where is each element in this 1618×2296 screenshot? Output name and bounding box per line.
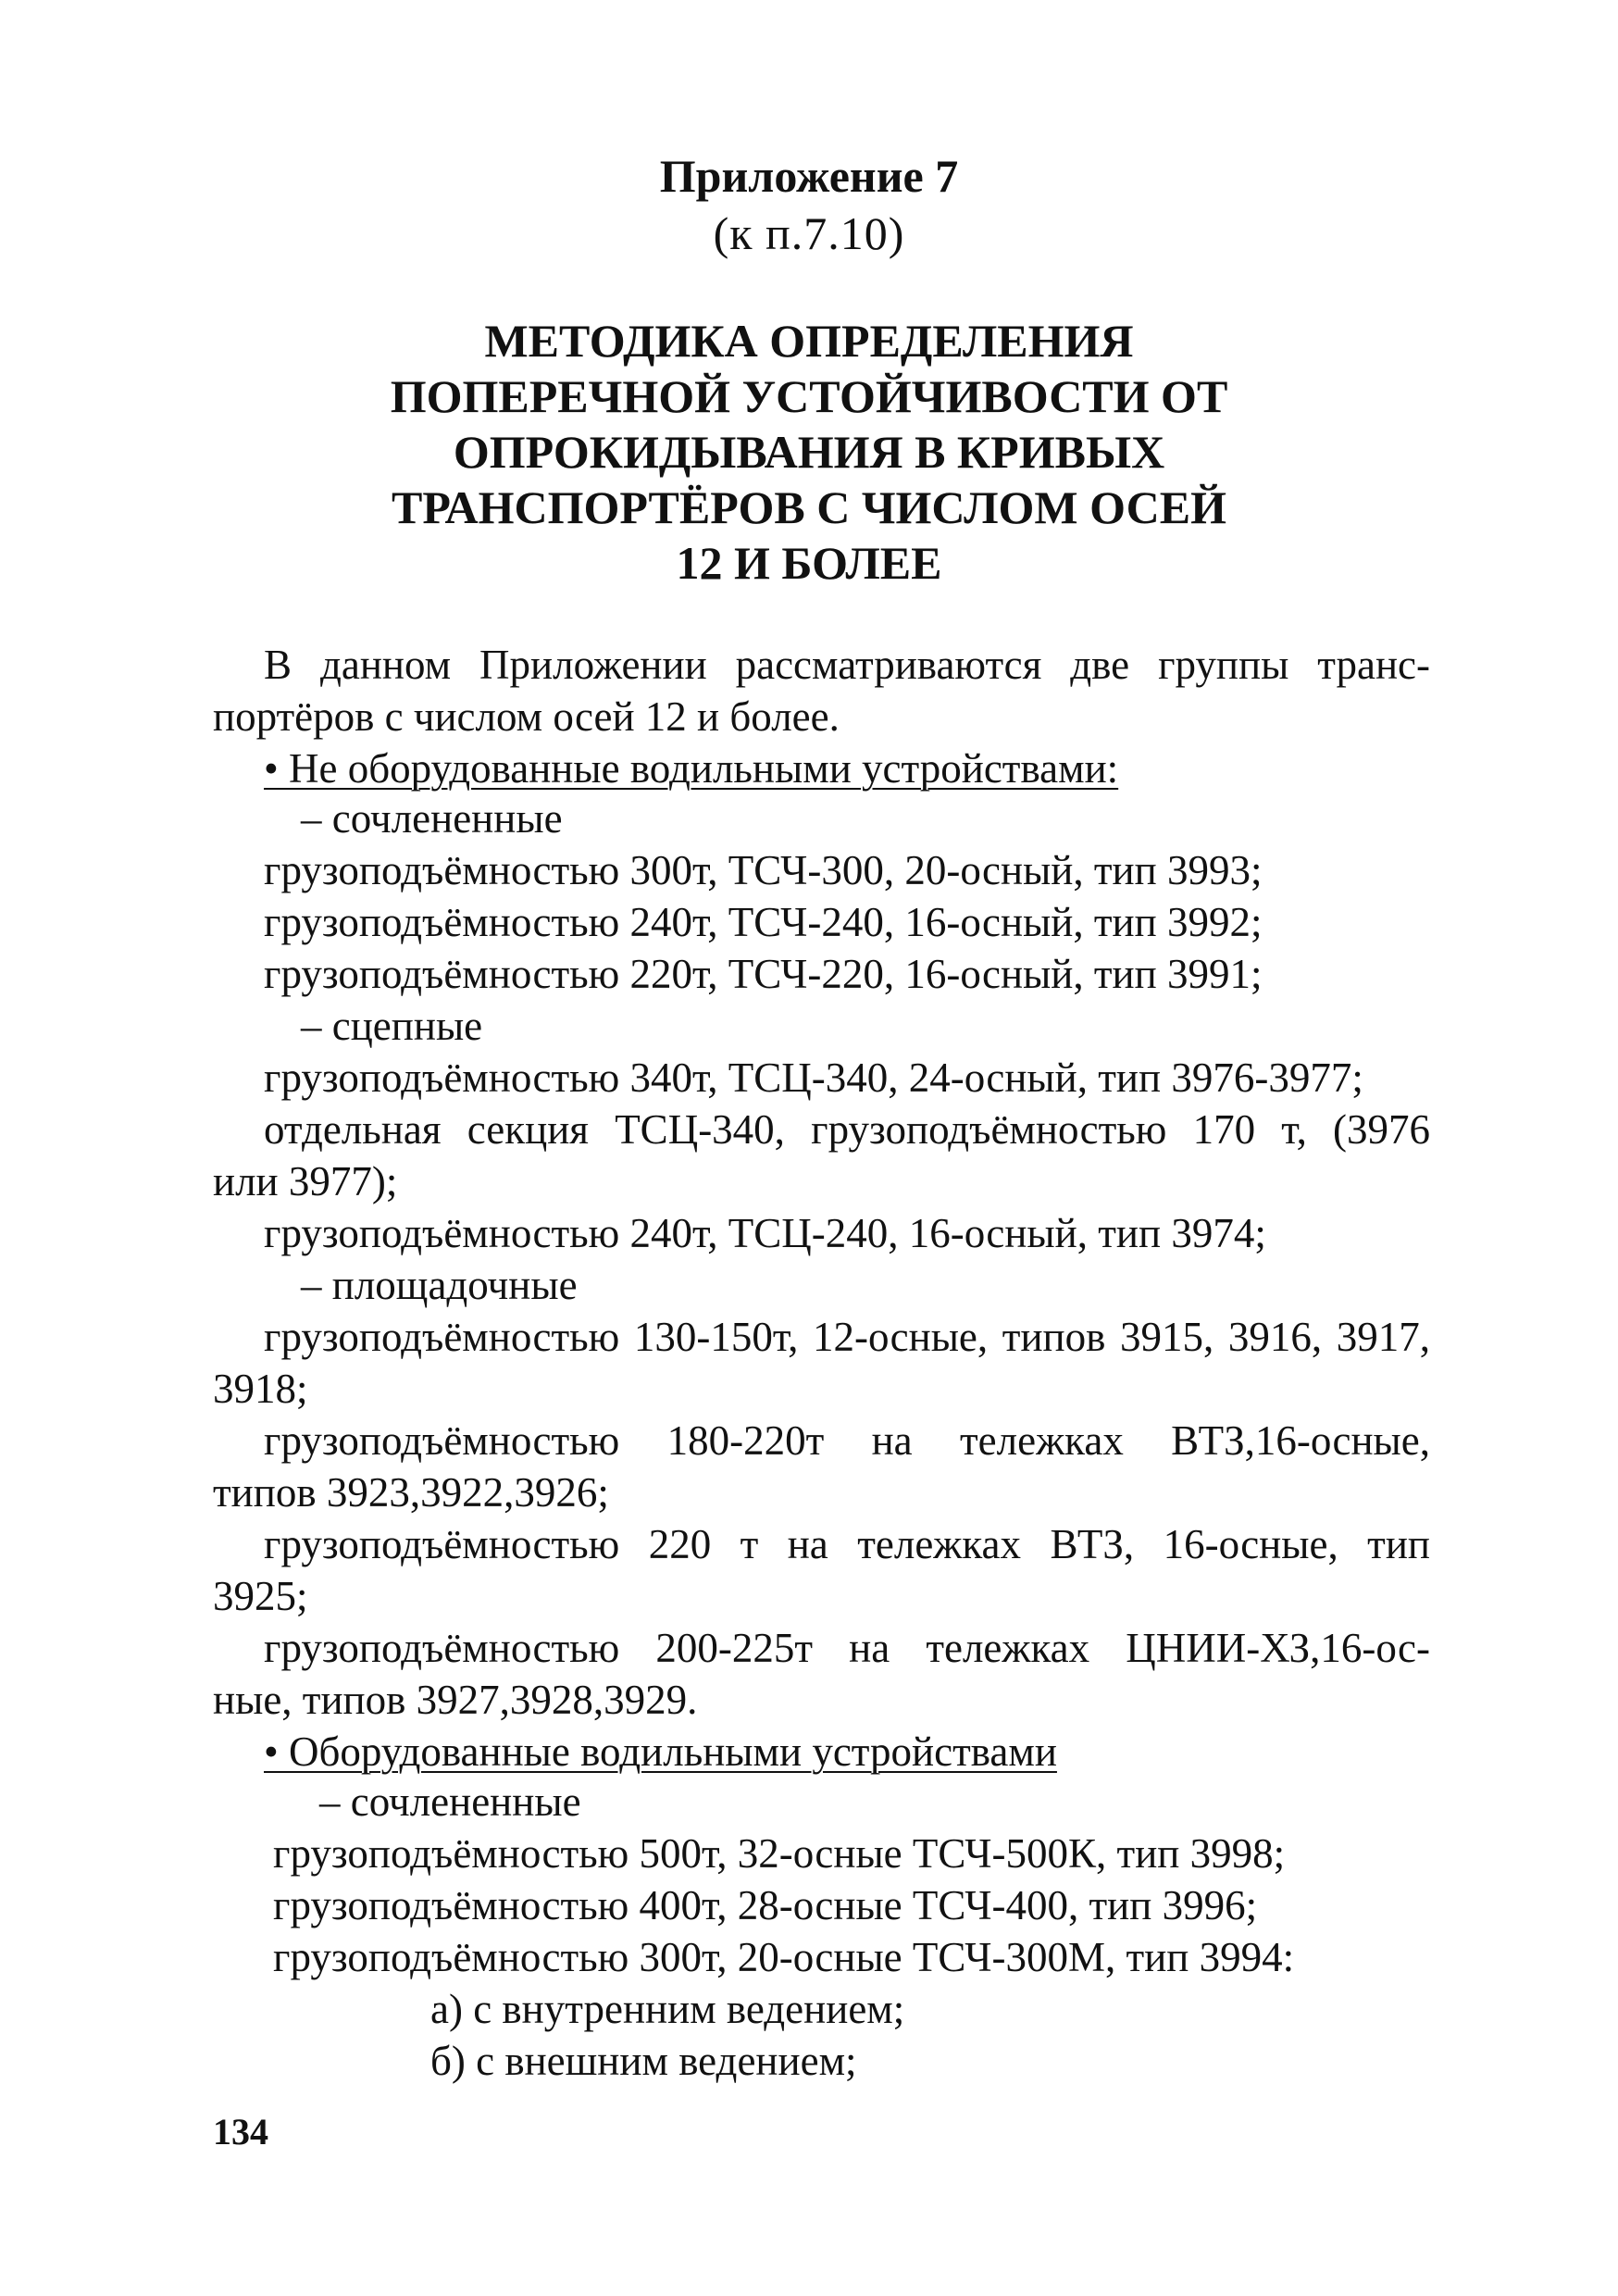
list-item: типов 3923,3922,3926; <box>213 1469 609 1516</box>
list-item: грузоподъёмностью 130-150т, 12-осные, типов 3915, 3916, 3917, <box>264 1314 1430 1360</box>
list-subitem: б) с внешним ведением; <box>430 2038 857 2084</box>
title-line: МЕТОДИКА ОПРЕДЕЛЕНИЯ <box>484 315 1134 367</box>
list-item: грузоподъёмностью 340т, ТСЦ-340, 24-осный, тип 3976-3977; <box>264 1054 1363 1101</box>
list-item: грузоподъёмностью 180-220т на тележках ВТЗ,16-осные, <box>264 1417 1430 1464</box>
list-item: грузоподъёмностью 500т, 32-осные ТСЧ-500К, тип 3998; <box>273 1830 1286 1877</box>
list-subitem: а) с внутренним ведением; <box>430 1986 905 2032</box>
title-line: ПОПЕРЕЧНОЙ УСТОЙЧИВОСТИ ОТ <box>390 370 1228 422</box>
list-item: грузоподъёмностью 300т, ТСЧ-300, 20-осный, тип 3993; <box>264 847 1263 893</box>
page-number: 134 <box>213 2111 268 2152</box>
document-title <box>0 313 1618 591</box>
title-line: ТРАНСПОРТЁРОВ С ЧИСЛОМ ОСЕЙ <box>392 481 1226 533</box>
subgroup-label: – площадочные <box>301 1262 578 1308</box>
list-item: грузоподъёмностью 400т, 28-осные ТСЧ-400, тип 3996; <box>273 1882 1258 1928</box>
list-item: отдельная секция ТСЦ-340, грузоподъёмностью 170 т, (3976 <box>264 1106 1430 1153</box>
subgroup-label: – сочлененные <box>301 795 563 842</box>
list-item: 3918; <box>213 1366 308 1412</box>
list-item: грузоподъёмностью 220 т на тележках ВТЗ, 16-осные, тип <box>264 1521 1430 1567</box>
paragraph-line: В данном Приложении рассматриваются две группы транс- <box>264 642 1430 688</box>
list-item: 3925; <box>213 1573 308 1619</box>
list-item: грузоподъёмностью 240т, ТСЦ-240, 16-осный, тип 3974; <box>264 1210 1266 1256</box>
appendix-label: Приложение 7 <box>659 150 959 202</box>
section-heading-equipped: • Оборудованные водильными устройствами <box>264 1728 1057 1775</box>
list-item: грузоподъёмностью 200-225т на тележках ЦНИИ-ХЗ,16-ос- <box>264 1625 1430 1671</box>
list-item: грузоподъёмностью 220т, ТСЧ-220, 16-осный, тип 3991; <box>264 951 1263 997</box>
title-line: 12 И БОЛЕЕ <box>676 537 942 589</box>
section-heading-not-equipped: • Не оборудованные водильными устройствами: <box>264 745 1119 792</box>
list-item: грузоподъёмностью 240т, ТСЧ-240, 16-осный, тип 3992; <box>264 899 1263 945</box>
subgroup-label: – сцепные <box>301 1003 483 1049</box>
subgroup-label: – сочлененные <box>319 1778 581 1825</box>
paragraph-line: портёров с числом осей 12 и более. <box>213 693 840 740</box>
appendix-reference: (к п.7.10) <box>713 207 905 259</box>
list-item: или 3977); <box>213 1158 398 1204</box>
list-item: грузоподъёмностью 300т, 20-осные ТСЧ-300М, тип 3994: <box>273 1934 1295 1980</box>
list-item: ные, типов 3927,3928,3929. <box>213 1677 698 1723</box>
title-line: ОПРОКИДЫВАНИЯ В КРИВЫХ <box>453 426 1165 478</box>
